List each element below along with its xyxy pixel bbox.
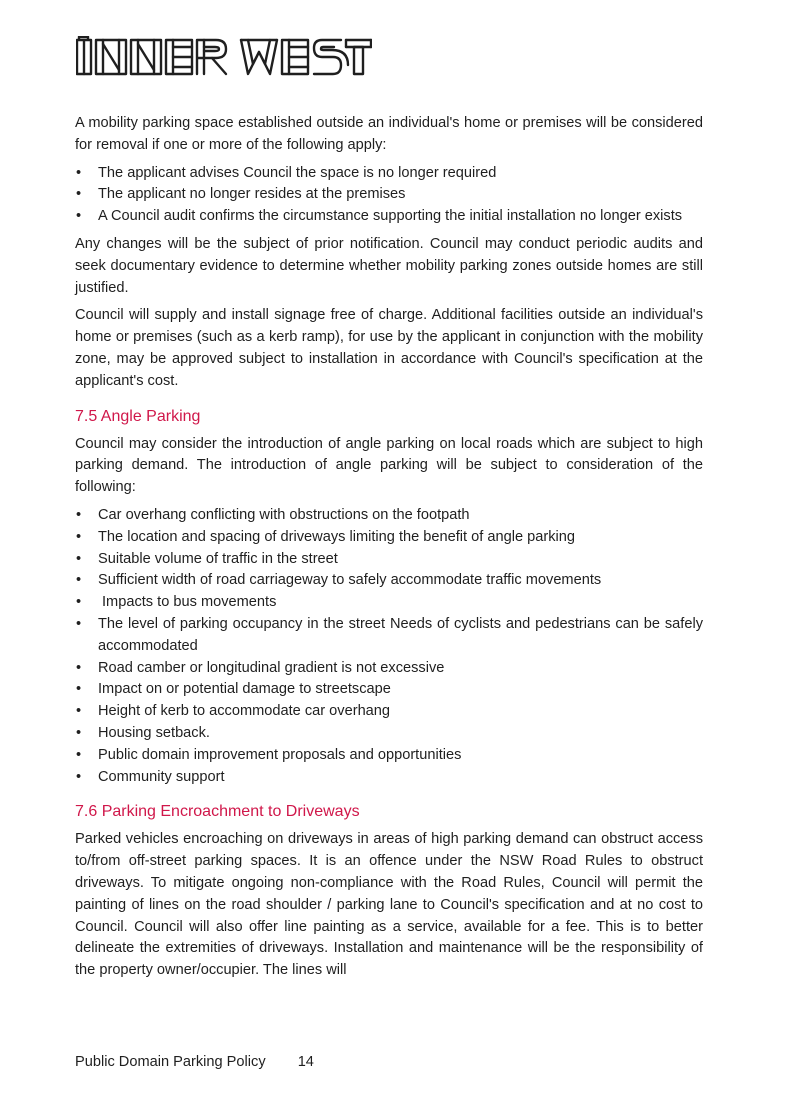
list-item: • Public domain improvement proposals and opportunities [75, 745, 703, 767]
list-item: • Height of kerb to accommodate car overhang [75, 701, 703, 723]
angle-parking-paragraph: Council may consider the introduction of angle parking on local roads which are subject to high parking demand. The introduction of angle parking will be subject to consideration of the following: [75, 435, 703, 496]
list-item: • Car overhang conflicting with obstructions on the footpath [75, 505, 703, 527]
section-heading-angle-parking: 7.5 Angle Parking [75, 407, 201, 425]
list-item: • Sufficient width of road carriageway to safely accommodate traffic movements [75, 570, 703, 592]
list-item: • The applicant no longer resides at the premises [75, 184, 703, 206]
page-content [75, 113, 703, 988]
removal-conditions-list [75, 163, 703, 228]
list-item: • A Council audit confirms the circumstance supporting the initial installation no longer exists [75, 206, 703, 228]
intro-paragraph: A mobility parking space established outside an individual's home or premises will be considered for removal if one or more of the following apply: [75, 115, 703, 153]
list-item: • The applicant advises Council the space is no longer required [75, 163, 703, 185]
footer-title: Public Domain Parking Policy [75, 1054, 266, 1070]
section-heading-driveway-encroachment: 7.6 Parking Encroachment to Driveways [75, 803, 360, 821]
list-item: • The level of parking occupancy in the street Needs of cyclists and pedestrians can be safely accommodated [75, 614, 703, 658]
page-number: 14 [297, 1054, 314, 1070]
signage-paragraph: Council will supply and install signage free of charge. Additional facilities outside an individual's home or premises (such as a kerb ramp), for use by the applicant in conjunction with the mobility zone, may be approved subject to installation in accordance with Council's specification at the applicant's cost. [75, 307, 703, 389]
list-item: • Road camber or longitudinal gradient is not excessive [75, 658, 703, 680]
driveway-encroachment-paragraph: Parked vehicles encroaching on driveways in areas of high parking demand can obstruct access to/from off-street parking spaces. It is an offence under the NSW Road Rules to obstruct driveways. To mitigate ongoing non-compliance with the Road Rules, Council will permit the painting of lines on the road shoulder / parking lane to Council's specification and at no cost to Council. Council will also offer line painting as a service, available for a fee. This is to better delineate the extremities of driveways. Installation and maintenance will be the responsibility of the property owner/occupier. The lines will [75, 831, 703, 979]
list-item: • Impacts to bus movements [75, 592, 703, 614]
list-item: • Suitable volume of traffic in the street [75, 549, 703, 571]
page-footer [75, 1052, 314, 1072]
list-item: • Housing setback. [75, 723, 703, 745]
notification-paragraph: Any changes will be the subject of prior notification. Council may conduct periodic audits and seek documentary evidence to determine whether mobility parking zones outside homes are still justified. [75, 235, 703, 296]
angle-parking-considerations-list [75, 505, 703, 788]
list-item: • Community support [75, 767, 703, 789]
list-item: • Impact on or potential damage to streetscape [75, 679, 703, 701]
list-item: • The location and spacing of driveways limiting the benefit of angle parking [75, 527, 703, 549]
inner-west-logo [76, 36, 372, 76]
